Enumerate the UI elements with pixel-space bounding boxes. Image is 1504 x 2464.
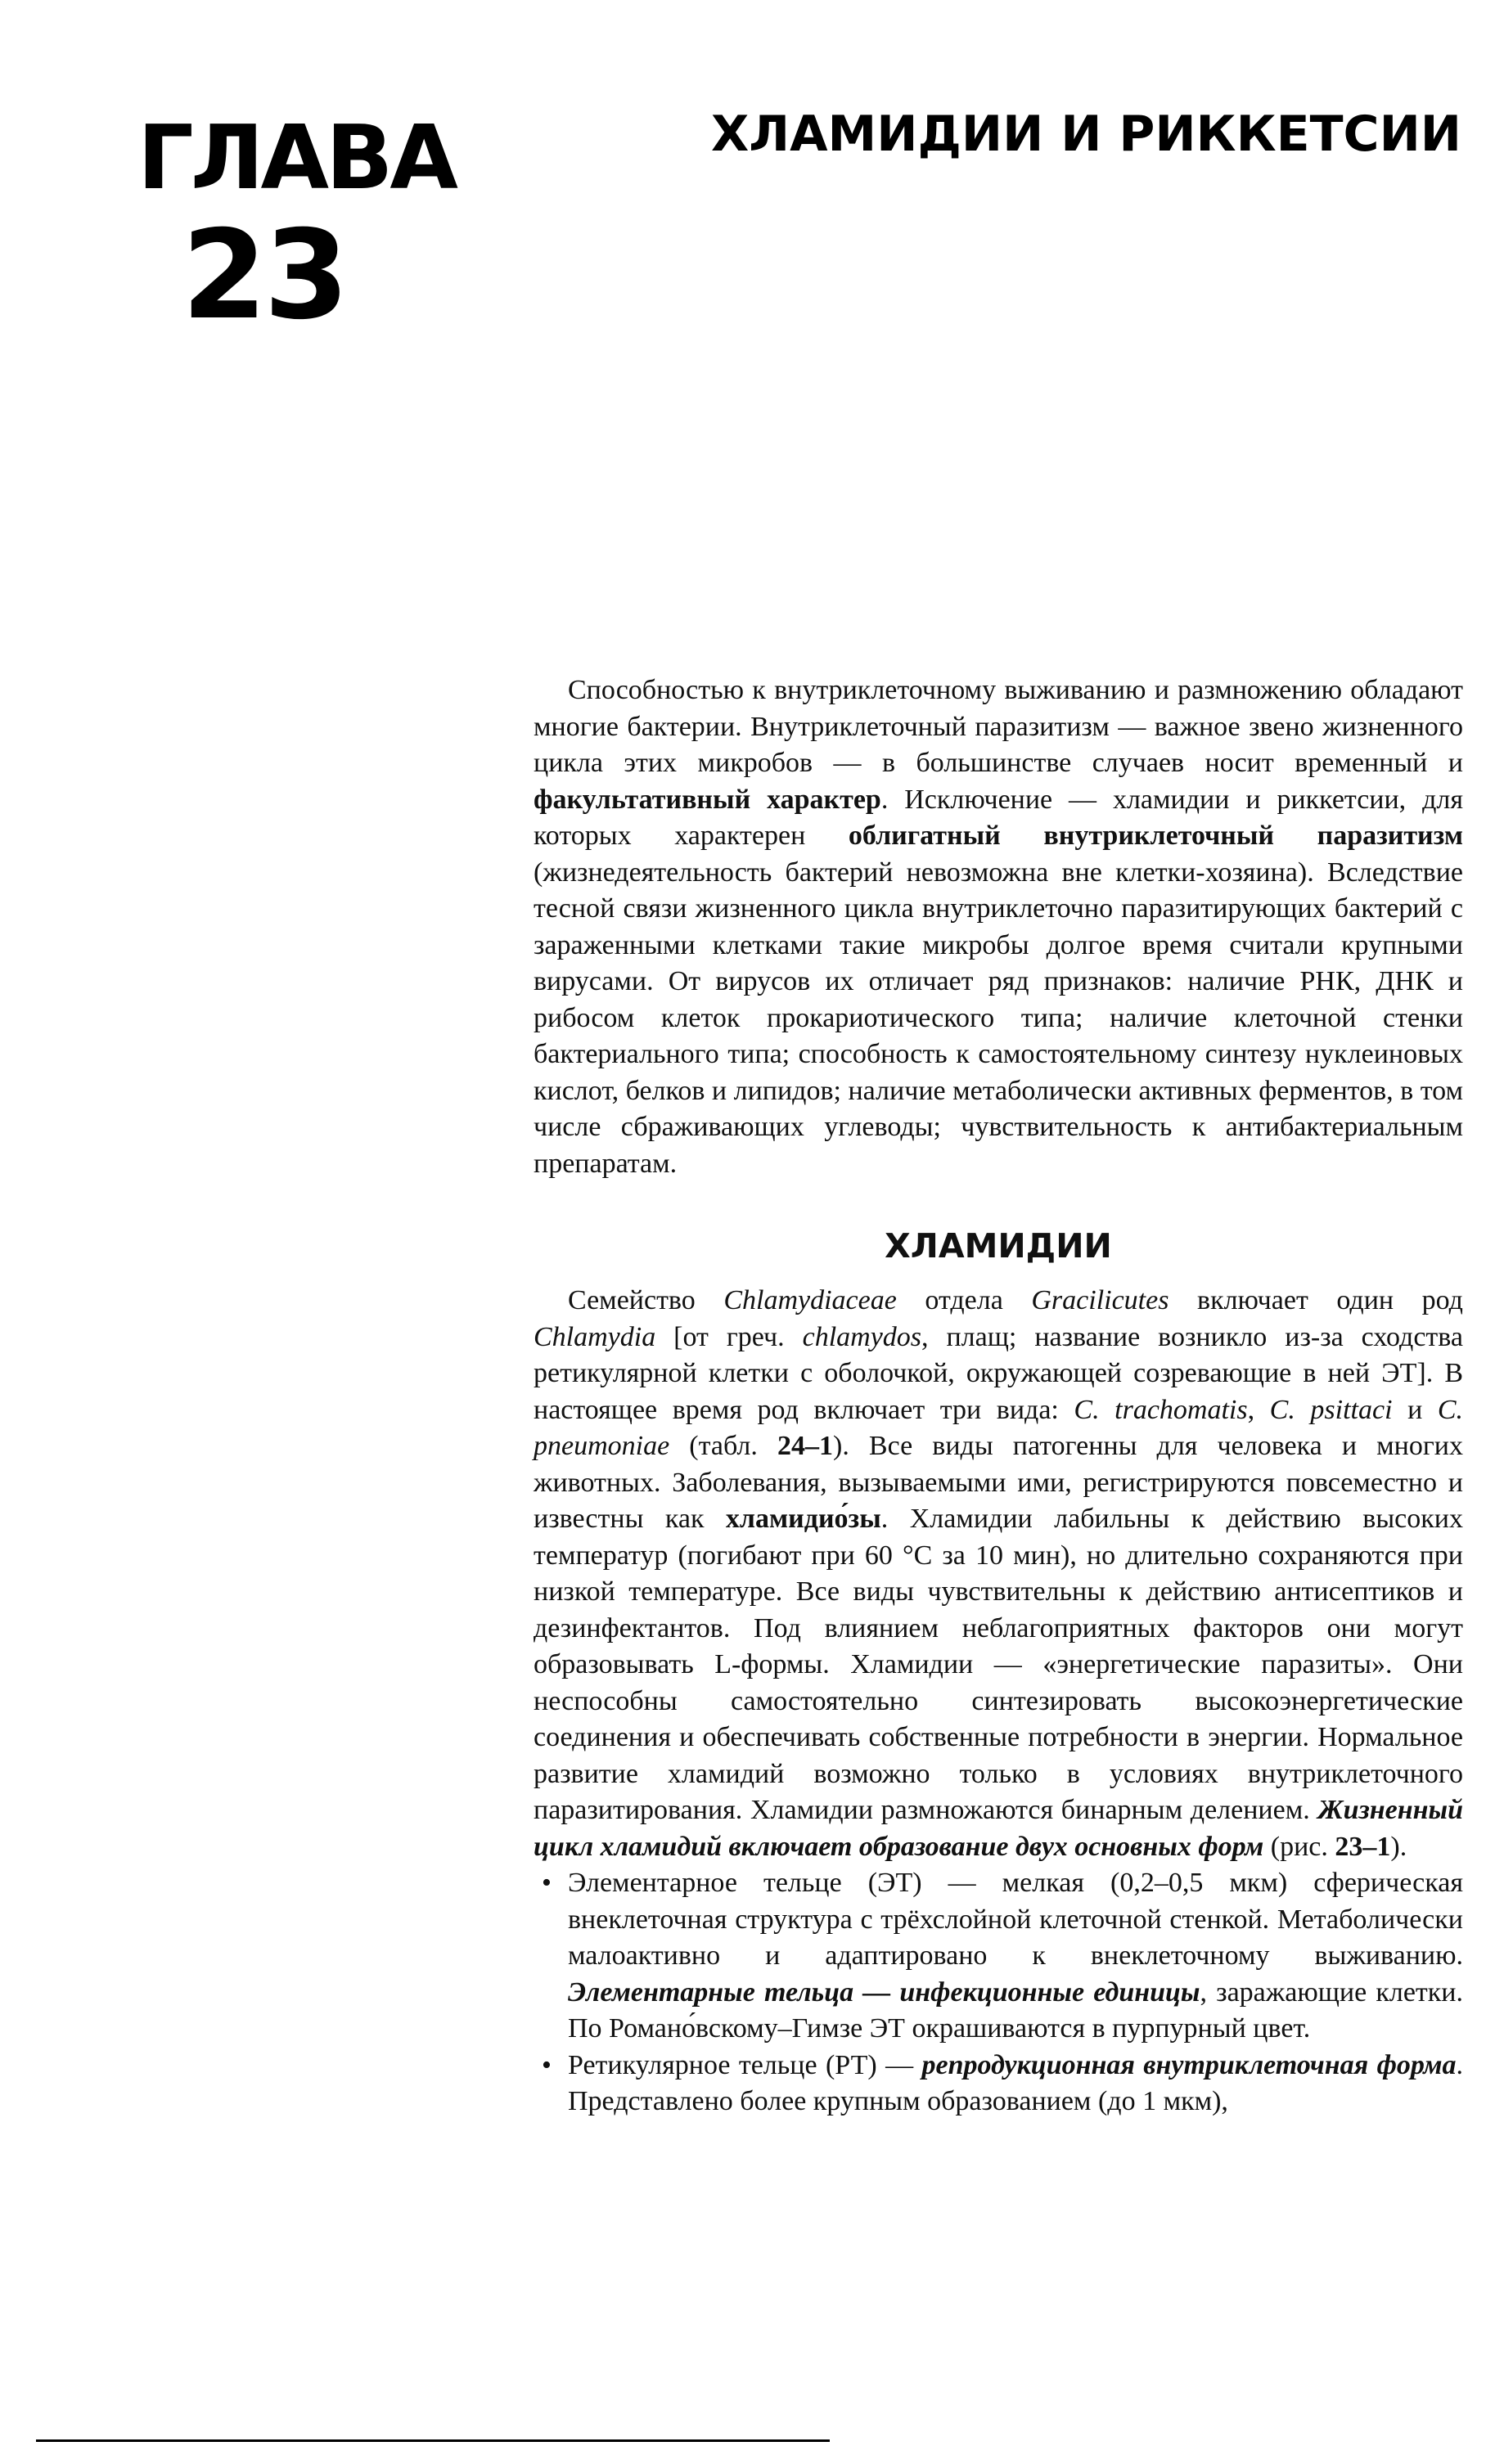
emphasis-text: хламидио́зы: [725, 1504, 881, 1535]
list-item: [534, 1865, 1463, 2048]
section-heading: ХЛАМИДИИ: [885, 1226, 1112, 1266]
emphasis-text: Chlamydia: [534, 1321, 656, 1352]
emphasis-text: chlamydos: [802, 1321, 922, 1352]
emphasis-text: 23–1: [1335, 1831, 1391, 1862]
emphasis-text: Элементарные тельца — инфекционные единицы: [568, 1976, 1200, 2008]
emphasis-text: облигатный внутриклеточный паразитизм: [848, 821, 1463, 851]
chapter-number: 23: [182, 205, 346, 347]
list-item: [534, 2048, 1463, 2120]
emphasis-text: C. pneumoniae: [534, 1394, 1464, 1462]
footer-rule: [36, 2439, 830, 2442]
list-item-text: Элементарное тельце (ЭТ) — мелкая (0,2–0,5 мкм) сферическая внеклеточная структура с трёхслойной клеточной стенкой. Метаболически малоактивно и адаптировано к внеклеточному выживанию. Элементарные тельца — инфекционные единицы, заражающие клетки. По Романо́вскому–Гимзе ЭТ окрашиваются в пурпурный цвет.: [568, 1868, 1464, 2044]
emphasis-text: репродукционная внутриклеточная форма: [921, 2049, 1457, 2080]
bullet-list: [534, 1865, 1463, 2120]
body-text: [534, 672, 1463, 2120]
chapter-title: ХЛАМИДИИ И РИККЕТСИИ: [711, 106, 1461, 163]
list-item-text: Ретикулярное тельце (РТ) — репродукционная внутриклеточная форма. Представлено более крупным образованием (до 1 мкм),: [568, 2049, 1464, 2117]
emphasis-text: Chlamydiaceae: [723, 1285, 897, 1316]
intro-paragraph: Способностью к внутриклеточному выживанию и размножению обладают многие бактерии. Внутриклеточный паразитизм — важное звено жизненного цикла этих микробов — в большинстве случаев носит временный и факультативный характер. Исключение — хламидии и риккетсии, для которых характерен облигатный внутриклеточный паразитизм (жизнедеятельность бактерий невозможна вне клетки-хозяина). Вследствие тесной связи жизненного цикла внутриклеточно паразитирующих бактерий с зараженными клетками такие микробы долгое время считали крупными вирусами. От вирусов их отличает ряд признаков: наличие РНК, ДНК и рибосом клеток прокариотического типа; наличие клеточной стенки бактериального типа; способность к самостоятельному синтезу нуклеиновых кислот, белков и липидов; наличие метаболически активных ферментов, в том числе сбраживающих углеводы; чувствительность к антибактериальным препаратам.: [534, 675, 1463, 1179]
section-paragraph: Семейство Chlamydiaceae отдела Gracilicutes включает один род Chlamydia [от греч. chlamydos, плащ; название возникло из-за сходства ретикулярной клетки с оболочкой, окружающей созревающие в ней ЭТ]. В настоящее время род включает три вида: C. trachomatis, C. psittaci и C. pneumoniae (табл. 24–1). Все виды патогенны для человека и многих животных. Заболевания, вызываемыми ими, регистрируются повсеместно и известны как хламидио́зы. Хламидии лабильны к действию высоких температур (погибают при 60 °С за 10 мин), но длительно сохраняются при низкой температуре. Все виды чувствительны к действию антисептиков и дезинфектантов. Под влиянием неблагоприятных факторов они могут образовывать L-формы. Хламидии — «энергетические паразиты». Они неспособны самостоятельно синтезировать высокоэнергетические соединения и обеспечивать собственные потребности в энергии. Нормальное развитие хламидий возможно только в условиях внутриклеточного паразитирования. Хламидии размножаются бинарным делением. Жизненный цикл хламидий включает образование двух основных форм (рис. 23–1).: [534, 1285, 1464, 1862]
emphasis-text: Gracilicutes: [1031, 1285, 1169, 1316]
emphasis-text: Жизненный цикл хламидий включает образование двух основных форм: [534, 1795, 1463, 1862]
emphasis-text: C. trachomatis: [1074, 1394, 1248, 1425]
emphasis-text: C. psittaci: [1269, 1394, 1393, 1425]
emphasis-text: факультативный характер: [534, 784, 881, 815]
emphasis-text: 24–1: [777, 1431, 833, 1462]
bullet-marker: •: [542, 1868, 552, 1899]
chapter-label: ГЛАВА: [137, 107, 456, 209]
bullet-marker: •: [542, 2049, 552, 2080]
